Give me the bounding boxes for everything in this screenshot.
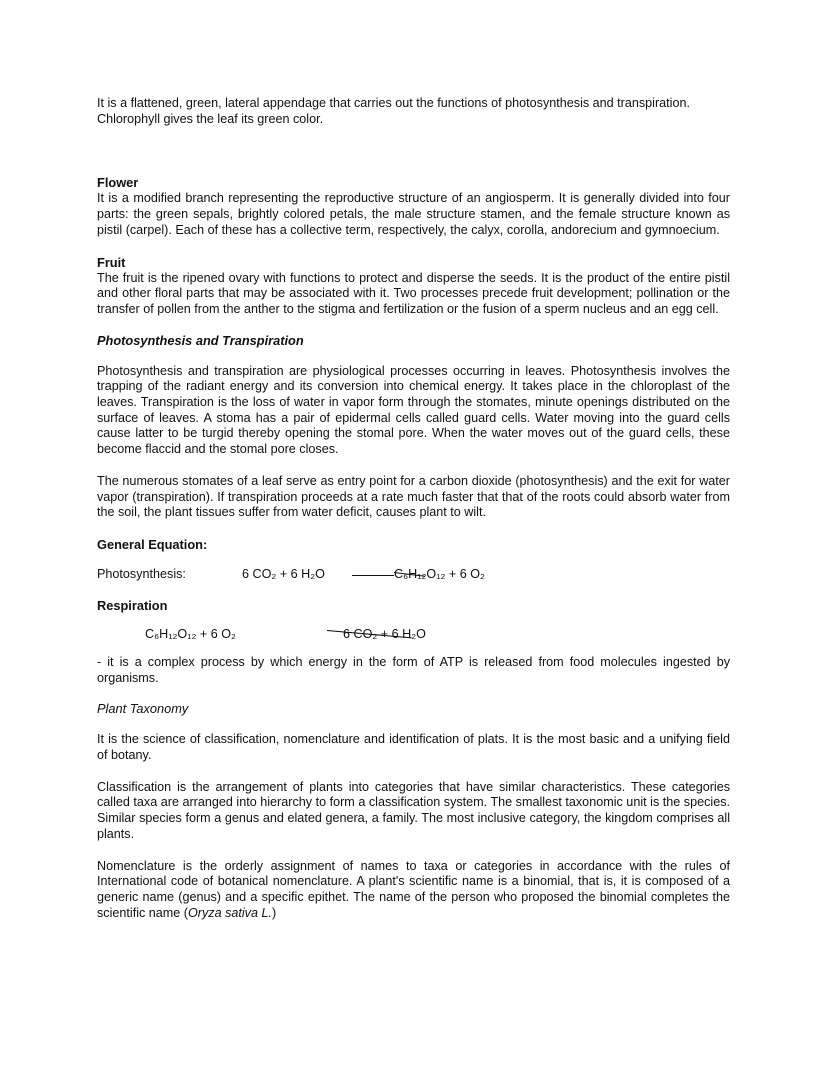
respiration-products: 6 CO₂ + 6 H₂O [343,626,426,641]
photosynthesis-equation [97,567,730,585]
fruit-paragraph: The fruit is the ripened ovary with functions to protect and disperse the seeds. It is the product of the entire pistil and other floral parts that may be associated with it. Two processes precede fruit development; pollination or the transfer of pollen from the anther to the stigma and fertilization or the fusion of a sperm nucleus and an egg cell. [97,270,730,316]
taxonomy-heading: Plant Taxonomy [97,701,189,717]
nomenclature-text: Nomenclature is the orderly assignment of names to taxa or categories in accordance with the rules of International code of botanical nomenclature. A plant's scientific name is a binomial, that is, it is composed of a generic name (genus) and a specific epithet. The name of the person who proposed the binomial completes the scientific name ( [97,858,730,920]
photosynthesis-paragraph: Photosynthesis and transpiration are physiological processes occurring in leaves. Photosynthesis involves the trapping of the radiant energy and its conversion into chemical energy. It takes place in the chloroplast of the leaves. Transpiration is the loss of water in vapor form through the stomates, minute openings distributed on the surface of leaves. A stoma has a pair of epidermal cells called guard cells. Water moving into the guard cells cause latter to be turgid thereby opening the stomal pore. When the water moves out of the guard cells, these become flaccid and the stomal pore closes. [97,363,730,457]
flower-heading: Flower [97,175,139,191]
respiration-paragraph: - it is a complex process by which energy in the form of ATP is released from food molecules ingested by organisms. [97,654,730,685]
respiration-reactants: C₆H₁₂O₁₂ + 6 O₂ [145,626,236,641]
photosynthesis-products: C₆H₁₂O₁₂ + 6 O₂ [394,566,485,581]
respiration-equation [97,627,730,645]
reaction-arrow-line [352,575,394,576]
classification-paragraph: Classification is the arrangement of plants into categories that have similar characteristics. These categories called taxa are arranged into hierarchy to form a classification system. The smallest taxonomic unit is the species. Similar species form a genus and elated genera, a family. The most inclusive category, the kingdom comprises all plants. [97,779,730,841]
photosynthesis-label: Photosynthesis: [97,566,186,581]
photosynthesis-reactants: 6 CO₂ + 6 H₂O [242,566,325,581]
general-equation-heading: General Equation: [97,536,208,552]
nomenclature-paragraph [97,859,730,922]
fruit-heading: Fruit [97,254,126,270]
species-name: Oryza sativa L. [188,905,272,920]
respiration-heading: Respiration [97,597,168,613]
taxonomy-paragraph: It is the science of classification, nomenclature and identification of plats. It is the most basic and a unifying field of botany. [97,732,730,763]
leaf-paragraph: It is a flattened, green, lateral appendage that carries out the functions of photosynthesis and transpiration. Chlorophyll gives the leaf its green color. [97,96,690,126]
photosynthesis-heading: Photosynthesis and Transpiration [97,332,304,348]
document-page [97,96,730,921]
stomates-paragraph: The numerous stomates of a leaf serve as entry point for a carbon dioxide (photosynthesis) and the exit for water vapor (transpiration). If transpiration proceeds at a rate much faster that that of the roots could absorb water from the soil, the plant tissues suffer from water deficit, causes plant to wilt. [97,473,730,520]
closing-paren: ) [272,905,277,920]
flower-paragraph: It is a modified branch representing the reproductive structure of an angiosperm. It is generally divided into four parts: the green sepals, brightly colored petals, the male structure stamen, and the female structure known as pistil (carpel). Each of these has a collective term, respectively, the calyx, corolla, andorecium and gymnoecium. [97,191,730,237]
